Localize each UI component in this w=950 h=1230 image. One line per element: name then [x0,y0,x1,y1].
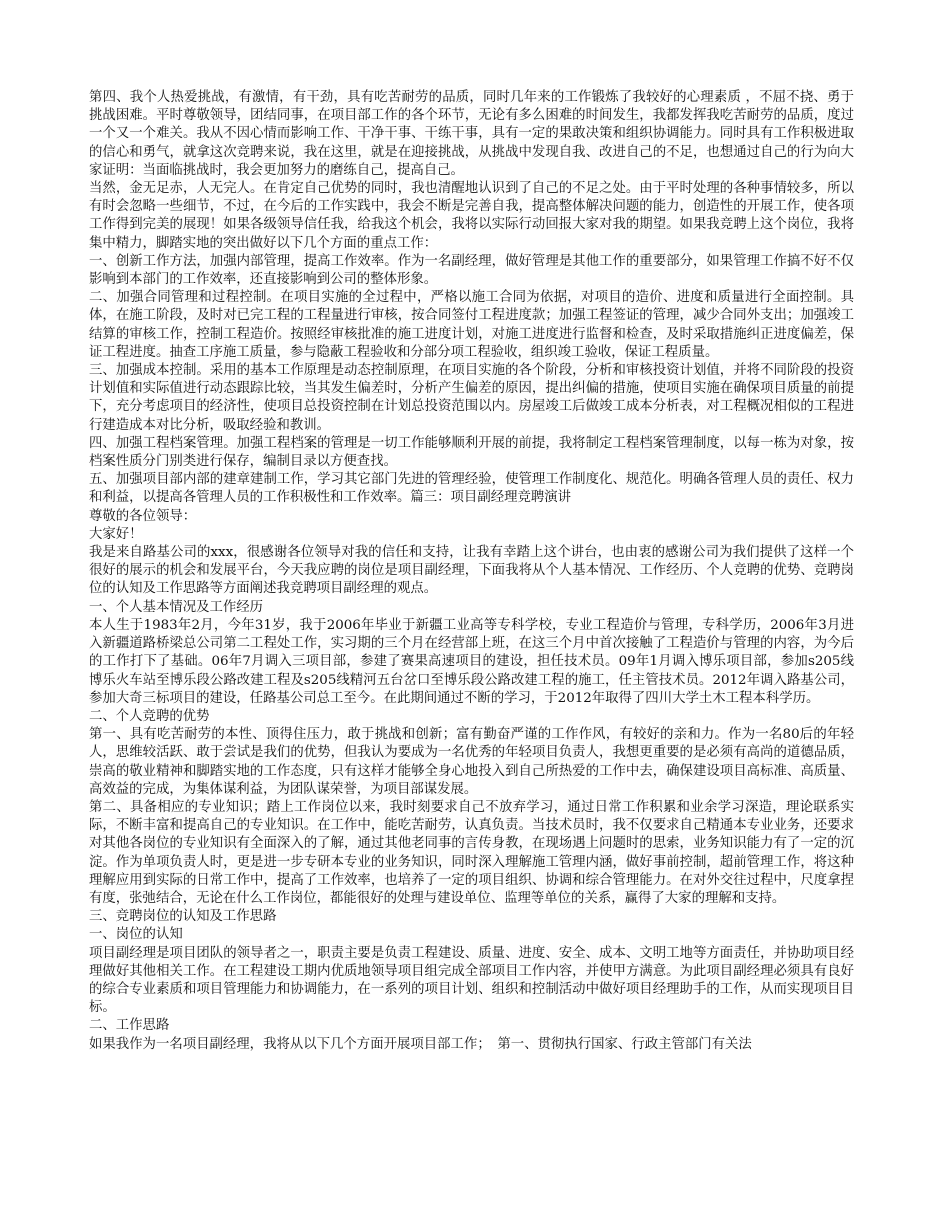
paragraph-point-3: 三、加强成本控制。采用的基本工作原理是动态控制原理，在项目实施的各个阶段，分析和审核投资计划值，并将不同阶段的投资计划值和实际值进行动态跟踪比较，当其发生偏差时，分析产生偏差的原因，提出纠偏的措施，使项目实施在确保项目质量的前提下，充分考虑项目的经济性，使项目总投资控制在计划总投资范围以内。房屋竣工后做竣工成本分析表，对工程概况相似的工程进行建造成本对比分析，吸取经验和教训。 [89,363,854,433]
paragraph-shortcomings: 当然，金无足赤，人无完人。在肯定自己优势的同时，我也清醒地认识到了自己的不足之处。由于平时处理的各种事情较多，所以有时会忽略一些细节，不过，在今后的工作实践中，我会不断是完善自我，提高整体解决问题的能力，创造性的开展工作，使各项工作得到完美的展现！如果各级领导信任我，给我这个机会，我将以实际行动回报大家对我的期望。如果我竞聘上这个岗位，我将集中精力，脚踏实地的突出做好以下几个方面的重点工作： [89,181,854,251]
greeting: 大家好！ [89,526,143,542]
paragraph-point-2: 二、加强合同管理和过程控制。在项目实施的全过程中，严格以施工合同为依据，对项目的造价、进度和质量进行全面控制。具体，在施工阶段，及时对已完工程的工程量进行审核，按合同签付工程进度款；加强工程签证的管理，减少合同外支出；加强竣工结算的审核工作，控制工程造价。按照经审核批准的施工进度计划，对施工进度进行监督和检查，及时采取措施纠正进度偏差，保证工程进度。抽查工序施工质量，参与隐蔽工程验收和分部分项工程验收，组织竣工验收，保证工程质量。 [89,290,854,360]
paragraph-intro: 我是来自路基公司的xxx，很感谢各位领导对我的信任和支持，让我有幸踏上这个讲台，也由衷的感谢公司为我们提供了这样一个很好的展示的机会和发展平台，今天我应聘的岗位是项目副经理，下面我将从个人基本情况、工作经历、个人竞聘的优势、竞聘岗位的认知及工作思路等方面阐述我竞聘项目副经理的观点。 [89,545,854,597]
paragraph-basic-info: 本人生于1983年2月，今年31岁，我于2006年毕业于新疆工业高等专科学校，专业工程造价与管理，专科学历，2006年3月进入新疆道路桥梁总公司第二工程处工作，实习期的三个月在经营部上班，在这三个月中首次接触了工程造价与管理的内容，为今后的工作打下了基础。06年7月调入三项目部，参建了赛果高速项目的建设，担任技术员。09年1月调入博乐项目部，参加s205线博乐火车站至博乐段公路改建工程及s205线精河五台岔口至博乐段公路改建工程的施工，任主管技术员。2012年调入路基公司，参加大奇三标项目的建设，任路基公司总工至今。在此期间通过不断的学习，于2012年取得了四川大学土木工程本科学历。 [89,617,854,706]
document-page [89,89,854,1054]
paragraph-point-5: 五、加强项目部内部的建章建制工作，学习其它部门先进的管理经验，使管理工作制度化、规范化。明确各管理人员的责任、权力和利益，以提高各管理人员的工作积极性和工作效率。篇三：项目副经理竞聘演讲 [89,472,854,506]
subheading-work-ideas: 二、工作思路 [89,1018,170,1034]
subheading-position-cognition: 一、岗位的认知 [89,927,183,943]
paragraph-work-ideas: 如果我作为一名项目副经理，我将从以下几个方面开展项目部工作； 第一、贯彻执行国家、行政主管部门有关法 [89,1036,752,1052]
section-heading-advantages: 二、个人竞聘的优势 [89,708,210,724]
section-heading-basic-info: 一、个人基本情况及工作经历 [89,599,264,615]
paragraph-challenge: 第四、我个人热爱挑战，有激情，有干劲，具有吃苦耐劳的品质，同时几年来的工作锻炼了我较好的心理素质 ，不屈不挠、勇于挑战困难。平时尊敬领导，团结同事，在项目部工作的各个环节，无论有多么困难的时间发生，我都发挥我吃苦耐劳的品质，度过一个又一个难关。我从不因心情而影响工作、干净干事、干练干事，具有一定的果敢决策和组织协调能力。同时具有工作积极进取的信心和勇气，就拿这次竞聘来说，我在这里，就是在迎接挑战，从挑战中发现自我、改进自己的不足，也想通过自己的行为向大家证明：当面临挑战时，我会更加努力的磨练自己，提高自己。 [89,90,854,178]
paragraph-advantage-2: 第二、具备相应的专业知识；踏上工作岗位以来，我时刻要求自己不放弃学习，通过日常工作积累和业余学习深造，理论联系实际，不断丰富和提高自己的专业知识。在工作中，能吃苦耐劳，认真负责。当技术员时，我不仅要求自己精通本专业业务，还要求对其他各岗位的专业知识有全面深入的了解，通过其他老同事的言传身教，在现场遇上问题时的思索，业务知识能力有了一定的沉淀。作为单项负责人时，更是进一步专研本专业的业务知识，同时深入理解施工管理内涵，做好事前控制，超前管理工作，将这种理解应用到实际的日常工作中，提高了工作效率，也培养了一定的项目组织、协调和综合管理能力。在对外交往过程中，尺度拿捏有度，张弛结合，无论在什么工作岗位，都能很好的处理与建设单位、监理等单位的关系，赢得了大家的理解和支持。 [89,799,854,906]
paragraph-advantage-1: 第一、具有吃苦耐劳的本性、顶得住压力，敢于挑战和创新；富有勤奋严谨的工作作风，有较好的亲和力。作为一名80后的年轻人，思维较活跃、敢于尝试是我们的优势，但我认为要成为一名优秀的年轻项目负责人，我想更重要的是必须有高尚的道德品质，崇高的敬业精神和脚踏实地的工作态度，只有这样才能够全身心地投入到自己所热爱的工作中去，确保建设项目高标准、高质量、高效益的完成，为集体谋利益，为团队谋荣誉，为项目部谋发展。 [89,727,854,797]
section-heading-position: 三、竞聘岗位的认知及工作思路 [89,909,277,925]
salutation: 尊敬的各位领导： [89,508,197,524]
paragraph-position-cognition: 项目副经理是项目团队的领导者之一，职责主要是负责工程建设、质量、进度、安全、成本、文明工地等方面责任，并协助项目经理做好其他相关工作。在工程建设工期内优质地领导项目组完成全部项目工作内容，并使甲方满意。为此项目副经理必须具有良好的综合专业素质和项目管理能力和协调能力，在一系列的项目计划、组织和控制活动中做好项目经理助手的工作，从而实现项目目标。 [89,945,854,1016]
paragraph-point-4: 四、加强工程档案管理。加强工程档案的管理是一切工作能够顺利开展的前提，我将制定工程档案管理制度，以每一栋为对象，按档案性质分门别类进行保存，编制目录以方便查找。 [89,435,854,470]
paragraph-point-1: 一、创新工作方法，加强内部管理，提高工作效率。作为一名副经理，做好管理是其他工作的重要部分，如果管理工作搞不好不仅影响到本部门的工作效率，还直接影响到公司的整体形象。 [89,253,854,288]
